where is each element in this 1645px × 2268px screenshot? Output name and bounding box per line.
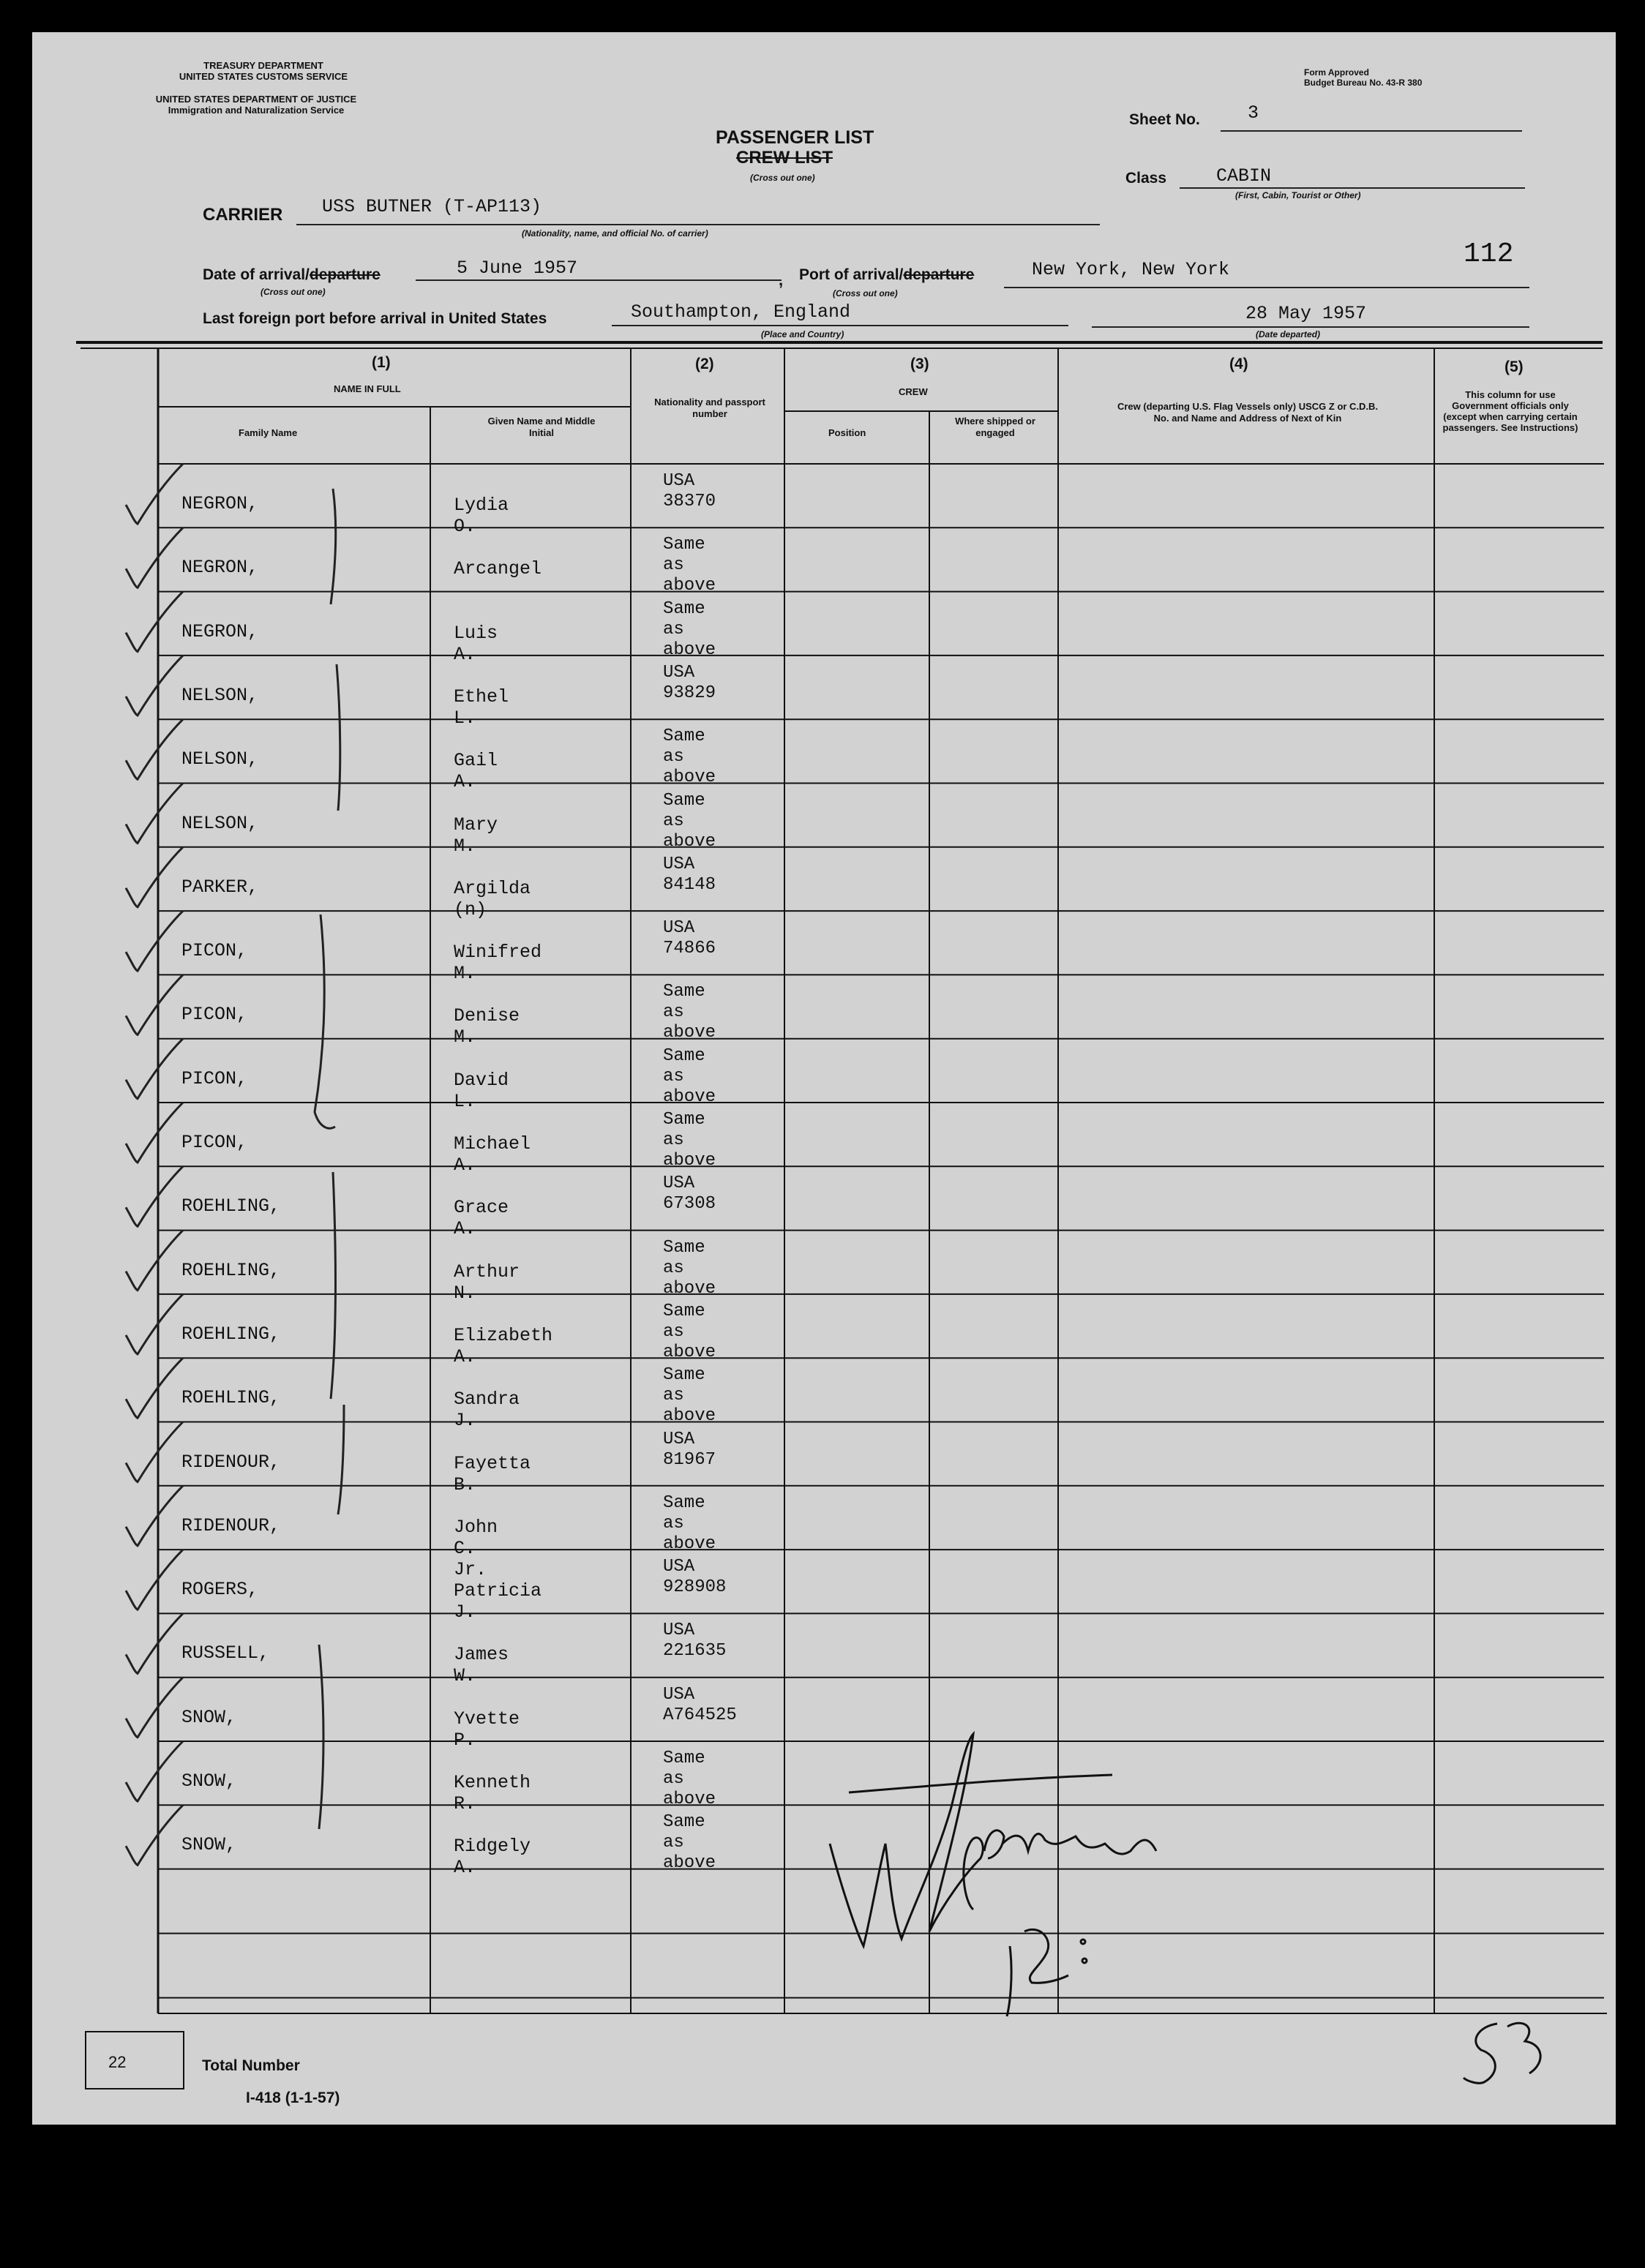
col1-title: NAME IN FULL — [334, 383, 401, 394]
arrival-label: Date of arrival/departure — [203, 266, 381, 283]
col5-number: (5) — [1505, 358, 1524, 375]
nationality: Same as above — [663, 982, 716, 1043]
date-departed: 28 May 1957 — [1245, 303, 1367, 324]
nationality: Same as above — [663, 1301, 716, 1362]
nationality: Same as above — [663, 726, 716, 788]
given-name: Elizabeth A. — [454, 1324, 553, 1367]
sheet-value: 3 — [1248, 102, 1259, 124]
col5-title: This column for use Government officials only (except when carrying certain passengers. See Instructions) — [1442, 389, 1578, 433]
family-name: ROEHLING, — [181, 1259, 281, 1281]
given-name: Grace A. — [454, 1197, 509, 1240]
page-number: 112 — [1464, 239, 1514, 270]
carrier-value: USS BUTNER (T-AP113) — [322, 196, 542, 217]
col3-title: CREW — [899, 386, 928, 397]
nationality: USA A764525 — [663, 1684, 737, 1725]
arrival-date: 5 June 1957 — [457, 258, 578, 279]
shipped-header: Where shipped or engaged — [955, 416, 1035, 438]
col4-title: Crew (departing U.S. Flag Vessels only) USCG Z or C.D.B. No. and Name and Address of Next of Kin — [1117, 401, 1379, 424]
given-name: Ridgely A. — [454, 1836, 531, 1879]
family-name: PICON, — [181, 1004, 248, 1026]
justice-header: UNITED STATES DEPARTMENT OF JUSTICE Immigration and Naturalization Service — [155, 94, 357, 116]
given-name: David L. — [454, 1069, 509, 1112]
family-name: RUSSELL, — [181, 1642, 270, 1664]
given-name: Gail A. — [454, 750, 498, 793]
given-name-header: Given Name and Middle Initial — [487, 416, 596, 438]
nationality: Same as above — [663, 1365, 716, 1427]
col1-number: (1) — [372, 354, 391, 371]
port-label: Port of arrival/departure — [799, 266, 975, 283]
total-label: Total Number — [202, 2057, 300, 2074]
given-name: Mary M. — [454, 814, 498, 857]
family-name: ROEHLING, — [181, 1195, 281, 1217]
given-name: Patricia J. — [454, 1580, 542, 1623]
family-name: PICON, — [181, 1067, 248, 1089]
nationality: USA 93829 — [663, 662, 716, 703]
given-name: John C. Jr. — [454, 1516, 498, 1580]
family-name: ROEHLING, — [181, 1387, 281, 1409]
carrier-label: CARRIER — [203, 205, 283, 225]
given-name: Ethel L. — [454, 686, 509, 729]
nationality: Same as above — [663, 790, 716, 852]
nationality: Same as above — [663, 1110, 716, 1171]
given-name: Luis A. — [454, 622, 498, 665]
nationality: USA 81967 — [663, 1429, 716, 1470]
family-name: NEGRON, — [181, 620, 259, 642]
given-name: Argilda (n) — [454, 877, 531, 920]
family-name: PICON, — [181, 940, 248, 962]
family-name: NEGRON, — [181, 493, 259, 514]
title-crossed: CREW LIST — [736, 148, 833, 168]
family-name: RIDENOUR, — [181, 1514, 281, 1536]
family-name-header: Family Name — [239, 427, 298, 438]
given-name: Lydia O. — [454, 495, 509, 537]
total-value: 22 — [108, 2053, 127, 2071]
nationality: USA 84148 — [663, 854, 716, 895]
carrier-caption: (Nationality, name, and official No. of carrier) — [522, 228, 708, 239]
nationality: Same as above — [663, 1045, 716, 1107]
port-value: New York, New York — [1032, 259, 1230, 280]
nationality: Same as above — [663, 1749, 716, 1809]
last-port-label: Last foreign port before arrival in United States — [203, 310, 547, 327]
dept-header: TREASURY DEPARTMENT UNITED STATES CUSTOMS SERVICE — [179, 60, 348, 82]
col2-title: Nationality and passport number — [654, 397, 765, 419]
nationality: Same as above — [663, 1492, 716, 1554]
class-value: CABIN — [1216, 165, 1272, 187]
col2-number: (2) — [695, 356, 714, 372]
class-caption: (First, Cabin, Tourist or Other) — [1235, 190, 1361, 200]
nationality: USA 38370 — [663, 471, 716, 511]
port-caption: (Cross out one) — [833, 288, 898, 298]
given-name: Arcangel — [454, 558, 542, 580]
given-name: Yvette P. — [454, 1708, 520, 1751]
col4-number: (4) — [1229, 356, 1248, 372]
last-port-caption: (Place and Country) — [761, 329, 844, 339]
family-name: ROEHLING, — [181, 1323, 281, 1345]
given-name: Winifred M. — [454, 942, 542, 985]
sheet-label: Sheet No. — [1129, 111, 1200, 128]
family-name: RIDENOUR, — [181, 1451, 281, 1473]
title-caption: (Cross out one) — [750, 173, 815, 183]
family-name: SNOW, — [181, 1834, 237, 1856]
given-name: Fayetta B. — [454, 1452, 531, 1495]
nationality: USA 928908 — [663, 1557, 727, 1598]
family-name: NEGRON, — [181, 557, 259, 579]
given-name: Kenneth R. — [454, 1772, 531, 1814]
given-name: James W. — [454, 1644, 509, 1687]
given-name: Arthur N. — [454, 1261, 520, 1304]
form-approved: Form Approved Budget Bureau No. 43-R 380 — [1304, 67, 1423, 88]
page-title: PASSENGER LIST — [716, 127, 874, 148]
position-header: Position — [828, 427, 866, 438]
arrival-caption: (Cross out one) — [261, 287, 326, 297]
nationality: Same as above — [663, 1812, 716, 1874]
nationality: USA 221635 — [663, 1621, 727, 1661]
family-name: NELSON, — [181, 748, 259, 770]
nationality: USA 74866 — [663, 918, 716, 959]
total-box — [85, 2031, 184, 2089]
nationality: Same as above — [663, 598, 716, 660]
form-number: I-418 (1-1-57) — [246, 2089, 340, 2106]
family-name: SNOW, — [181, 1771, 237, 1792]
given-name: Denise M. — [454, 1005, 520, 1048]
nationality: Same as above — [663, 1237, 716, 1299]
family-name: PICON, — [181, 1132, 248, 1153]
family-name: SNOW, — [181, 1706, 237, 1728]
family-name: NELSON, — [181, 684, 259, 706]
last-port-value: Southampton, England — [631, 301, 851, 323]
family-name: NELSON, — [181, 812, 259, 834]
given-name: Sandra J. — [454, 1389, 520, 1432]
family-name: PARKER, — [181, 876, 259, 898]
family-name: ROGERS, — [181, 1579, 259, 1601]
col3-number: (3) — [910, 356, 929, 372]
date-departed-caption: (Date departed) — [1256, 329, 1321, 339]
given-name: Michael A. — [454, 1133, 531, 1176]
nationality: USA 67308 — [663, 1174, 716, 1214]
nationality: Same as above — [663, 535, 716, 596]
class-label: Class — [1125, 170, 1167, 187]
